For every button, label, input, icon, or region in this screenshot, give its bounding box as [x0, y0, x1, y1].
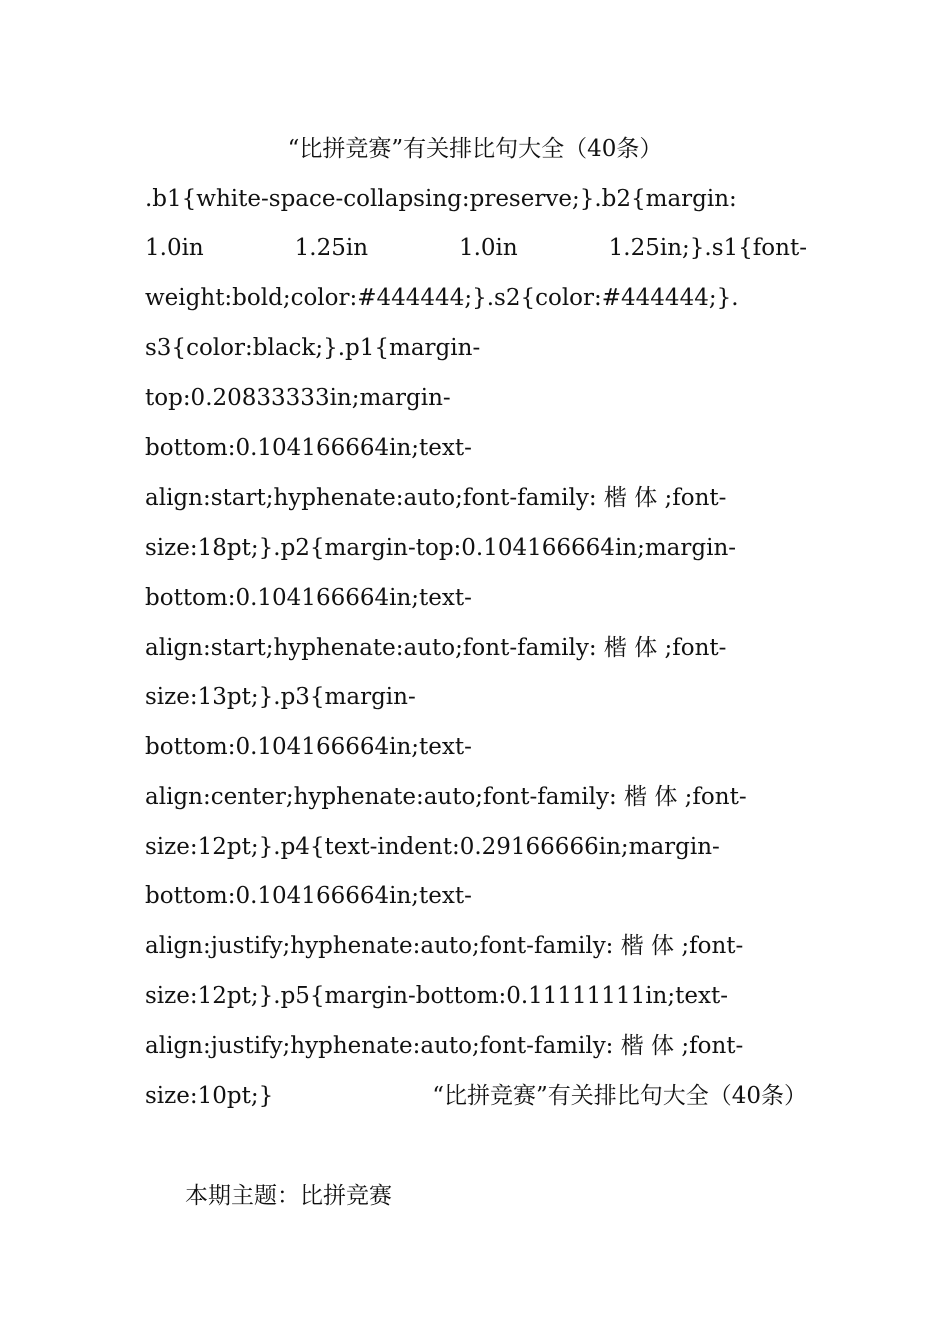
css-text-line: top:0.20833333in;margin-	[145, 385, 451, 411]
css-text-line: align:justify;hyphenate:auto;font-family: 楷 体 ;font-	[145, 1033, 744, 1059]
css-text-line: align:start;hyphenate:auto;font-family: 楷 体 ;font-	[145, 635, 727, 661]
css-text-line: align:start;hyphenate:auto;font-family: 楷 体 ;font-	[145, 485, 727, 511]
css-text-line: bottom:0.104166664in;text-	[145, 734, 472, 760]
css-text-line: bottom:0.104166664in;text-	[145, 585, 472, 611]
css-text-fragment: 1.0in	[458, 235, 518, 261]
css-text-line: bottom:0.104166664in;text-	[145, 435, 472, 461]
css-text-fragment: size:10pt;}	[145, 1083, 274, 1109]
css-text-fragment: 1.25in	[294, 235, 369, 261]
css-text-line: bottom:0.104166664in;text-	[145, 883, 472, 909]
css-text-line: size:12pt;}.p5{margin-bottom:0.11111111in;text-	[145, 983, 728, 1009]
css-text-fragment: 1.0in	[145, 235, 204, 261]
css-text-fragment: 1.25in;}.s1{font-	[608, 235, 807, 261]
css-text-line: align:justify;hyphenate:auto;font-family: 楷 体 ;font-	[145, 933, 744, 959]
css-text-line: size:12pt;}.p4{text-indent:0.29166666in;margin-	[145, 834, 720, 860]
css-text-line	[145, 226, 807, 270]
topic-line: 本期主题：比拼竞赛	[185, 1183, 392, 1209]
css-text-line: s3{color:black;}.p1{margin-	[145, 335, 481, 361]
css-text-line	[145, 1074, 807, 1118]
css-text-line: size:13pt;}.p3{margin-	[145, 684, 416, 710]
css-text-line: .b1{white-space-collapsing:preserve;}.b2{margin:	[145, 186, 737, 212]
css-text-line: align:center;hyphenate:auto;font-family: 楷 体 ;font-	[145, 784, 747, 810]
css-text-line: size:18pt;}.p2{margin-top:0.104166664in;margin-	[145, 535, 737, 561]
css-text-line: weight:bold;color:#444444;}.s2{color:#444444;}.	[145, 285, 739, 311]
document-title: “比拼竞赛”有关排比句大全（40条）	[287, 136, 663, 162]
inline-title-repeat: “比拼竞赛”有关排比句大全（40条）	[432, 1083, 807, 1109]
